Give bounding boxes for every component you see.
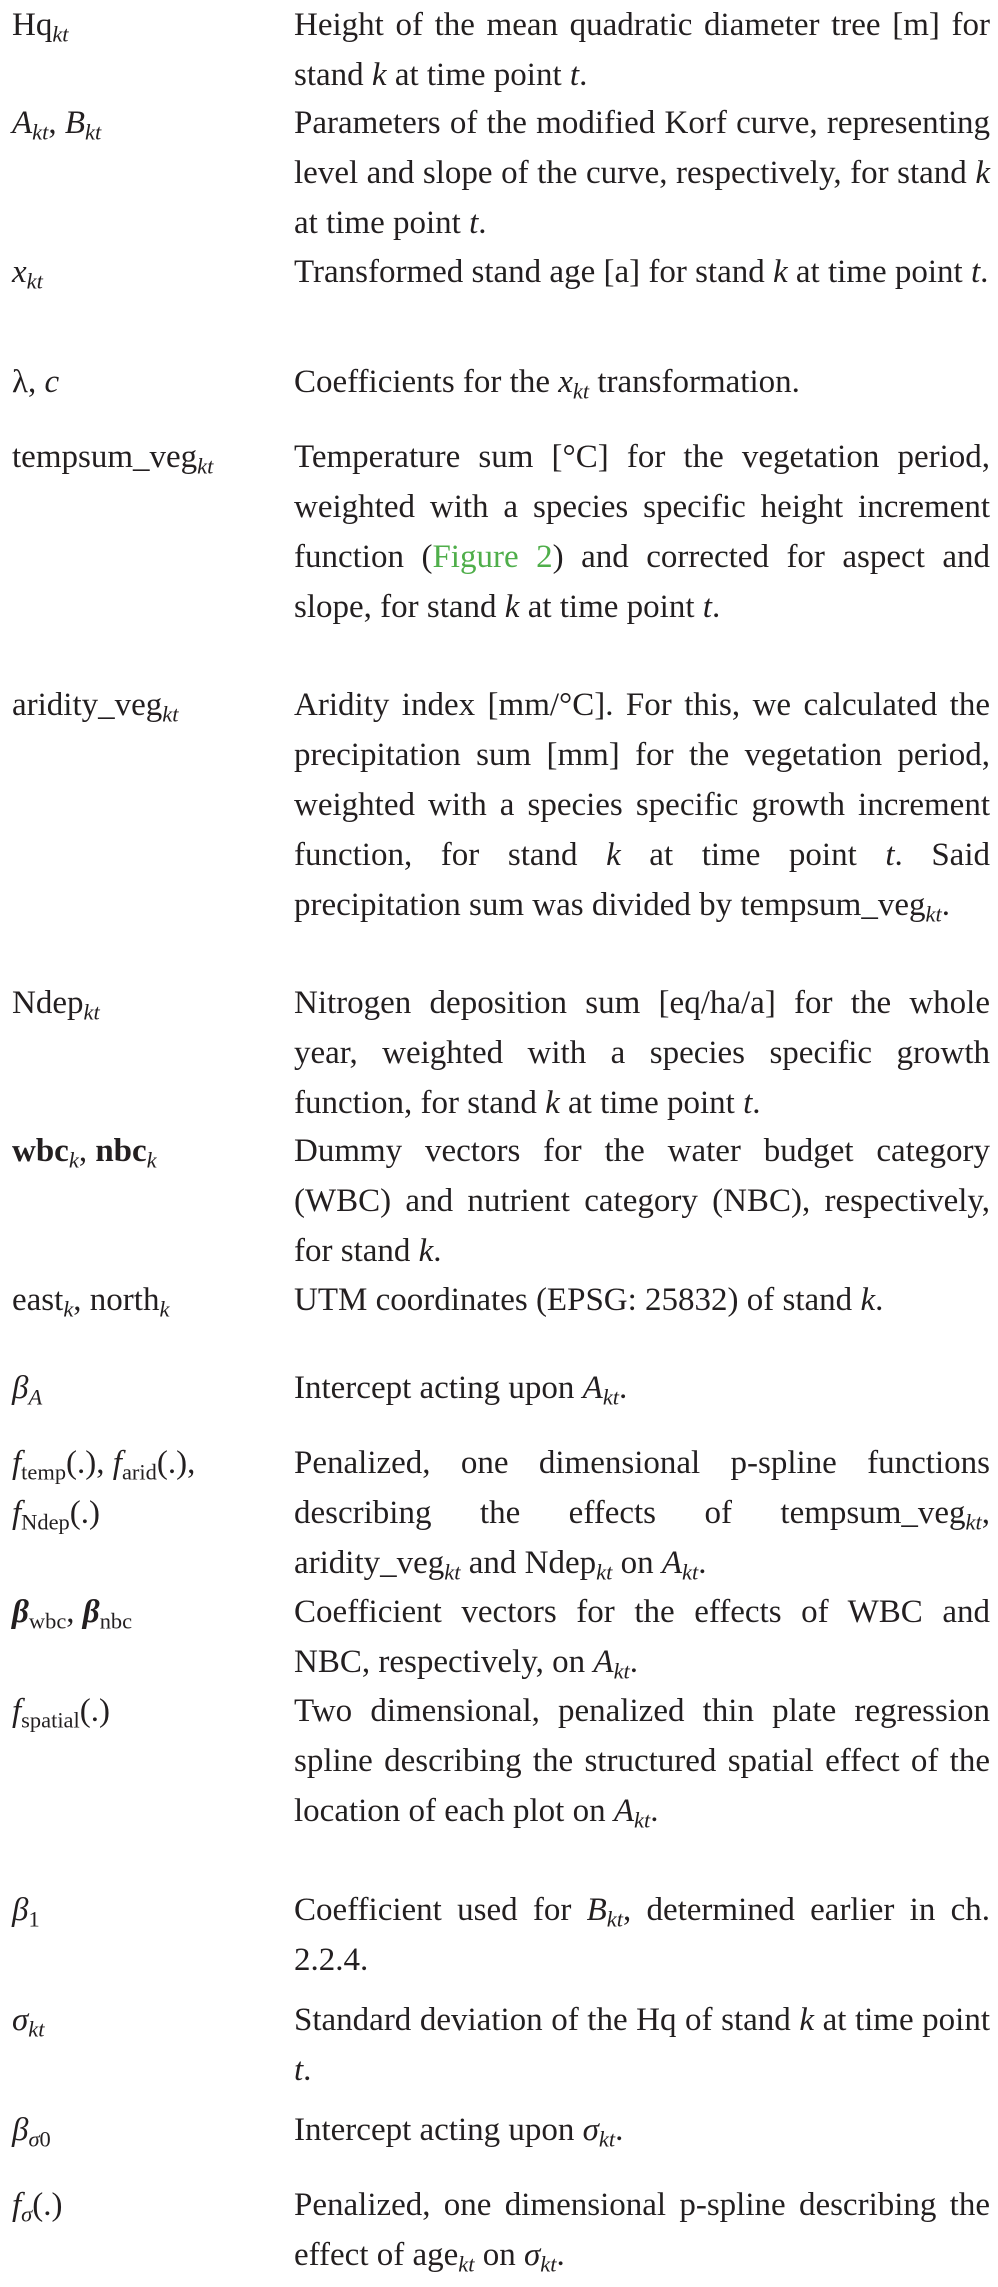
row-description: Temperature sum [°C] for the vegetation period, weighted with a species specific height increment function (Figure 2) and corrected for aspect and slope, for stand k at time point t. xyxy=(294,439,990,625)
row-symbol: $f_\sigma(.)$ xyxy=(12,2187,63,2227)
row-description: Penalized, one dimensional p-spline functions describing the effects of tempsum_veg$_{kt}$, aridity_veg$_{kt}$ and Ndep$_{kt}$ on $A_{kt}$. xyxy=(294,1445,990,1585)
row-symbol: $Hq_{kt}$ xyxy=(12,7,69,47)
row-symbol: aridity_veg$_{kt}$ xyxy=(12,687,179,727)
row-description: Coefficient vectors for the effects of WBC and NBC, respectively, on $A_{kt}$. xyxy=(294,1594,990,1684)
figure-2-link[interactable]: Figure 2 xyxy=(432,539,553,575)
row-symbol: $\beta_A$ xyxy=(12,1370,43,1410)
row-symbol: $\beta_1$ xyxy=(12,1892,40,1932)
row-description: Coefficient used for $B_{kt}$, determined earlier in ch. 2.2.4. xyxy=(294,1892,990,1978)
row-description: Intercept acting upon $\sigma_{kt}$. xyxy=(294,2112,624,2152)
row-description: Parameters of the modified Korf curve, representing level and slope of the curve, respectively, for stand k at time point t. xyxy=(294,105,990,241)
row-symbol: $f_{spatial}(.)$ xyxy=(12,1693,110,1733)
row-symbol: λ, c xyxy=(12,364,60,400)
row-symbol: east$_k$, north$_k$ xyxy=(12,1282,170,1322)
row-symbol: $A_{kt}$, $B_{kt}$ xyxy=(12,105,102,145)
row-symbol: $f_{temp}(.)$, $f_{arid}(.)$, $f_{Ndep}(.)$ xyxy=(12,1445,196,1535)
row-symbol: $x_{kt}$ xyxy=(12,254,43,294)
row-symbol: $\beta_{\sigma 0}$ xyxy=(12,2112,51,2152)
row-description: Standard deviation of the Hq of stand k at time point t. xyxy=(294,2002,990,2088)
row-symbol: tempsum_veg$_{kt}$ xyxy=(12,439,214,479)
row-symbol: wbc$_k$, nbc$_k$ xyxy=(12,1133,157,1173)
row-symbol: $\beta_{wbc}$, $\beta_{nbc}$ xyxy=(12,1594,133,1634)
row-description: UTM coordinates (EPSG: 25832) of stand k. xyxy=(294,1282,884,1318)
row-description: Transformed stand age [a] for stand k at time point t. xyxy=(294,254,989,290)
row-description: Two dimensional, penalized thin plate regression spline describing the structured spatial effect of the location of each plot on $A_{kt}$. xyxy=(294,1693,990,1833)
row-description: Nitrogen deposition sum [eq/ha/a] for the whole year, weighted with a species specific growth function, for stand k at time point t. xyxy=(294,985,990,1121)
row-description: Intercept acting upon $A_{kt}$. xyxy=(294,1370,628,1410)
row-description: Coefficients for the $x_{kt}$ transformation. xyxy=(294,364,800,404)
row-description: Height of the mean quadratic diameter tree [m] for stand k at time point t. xyxy=(294,7,990,93)
row-description: Dummy vectors for the water budget category (WBC) and nutrient category (NBC), respectively, for stand k. xyxy=(294,1133,990,1269)
row-description: Penalized, one dimensional p-spline describing the effect of age$_{kt}$ on $\sigma_{kt}$. xyxy=(294,2187,990,2277)
row-symbol: Ndep$_{kt}$ xyxy=(12,985,100,1025)
row-symbol: $\sigma_{kt}$ xyxy=(12,2002,45,2042)
row-description: Aridity index [mm/°C]. For this, we calculated the precipitation sum [mm] for the vegetation period, weighted with a species specific growth increment function, for stand k at time point t. Said precipitation sum was divided by tempsum_veg$_{kt}$. xyxy=(294,687,990,927)
